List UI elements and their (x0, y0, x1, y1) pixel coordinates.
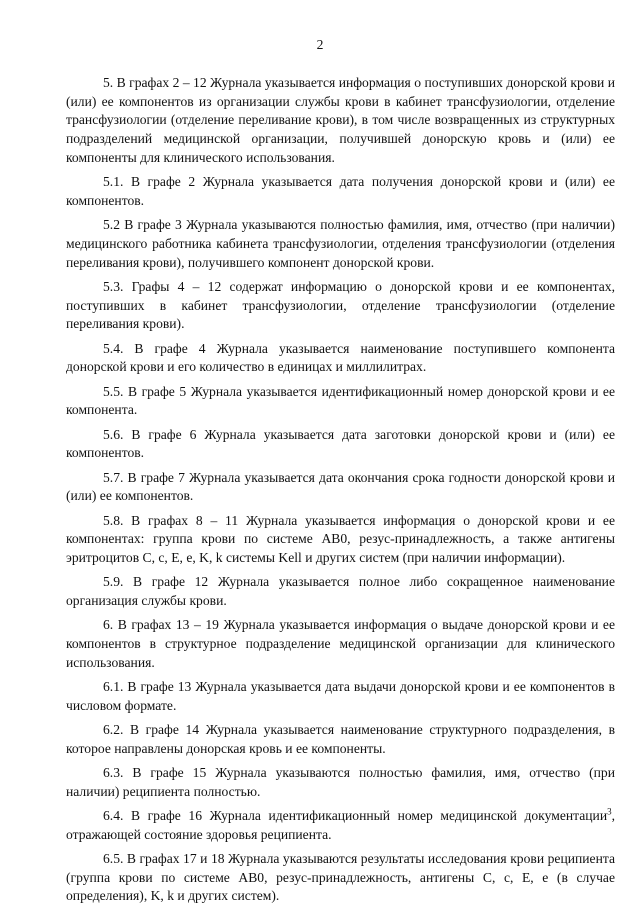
footnote-marker: 3 (607, 806, 612, 817)
paragraph-6-2: 6.2. В графе 14 Журнала указывается наименование структурного подразделения, в которое направлены донорская кровь и ее компоненты. (66, 721, 615, 756)
paragraph-6-4-text: 6.4. В графе 16 Журнала идентификационный номер медицинской документации (103, 807, 608, 823)
paragraph-5-8: 5.8. В графах 8 – 11 Журнала указывается информация о донорской крови и ее компонентах: группа крови по системе АВ0, резус-принадлежность, а также антигены эритроцитов С, с, Е, е, K, k системы Kell и других систем (при наличии информации). (66, 512, 615, 565)
paragraph-6: 6. В графах 13 – 19 Журнала указывается информация о выдаче донорской крови и ее компонентов в структурное подразделение медицинской организации для клинического использования. (66, 617, 615, 670)
paragraph-5: 5. В графах 2 – 12 Журнала указывается информация о поступивших донорской крови и (или) ее компонентов из организации службы крови в кабинет трансфузиологии, отделение трансфузиологии (отделение переливание крови), в том числе возвращенных из структурных подразделений медицинской организации, получившей донорскую кровь и (или) ее компоненты для клинического использования. (66, 75, 615, 165)
paragraph-6-3: 6.3. В графе 15 Журнала указываются полностью фамилия, имя, отчество (при наличии) реципиента полностью. (66, 764, 615, 799)
page-number: 2 (316, 37, 324, 52)
paragraph-5-6: 5.6. В графе 6 Журнала указывается дата заготовки донорской крови и (или) ее компонентов. (66, 426, 615, 461)
paragraph-5-5: 5.5. В графе 5 Журнала указывается идентификационный номер донорской крови и ее компонента. (66, 383, 615, 418)
paragraph-5-1: 5.1. В графе 2 Журнала указывается дата получения донорской крови и (или) ее компонентов. (66, 174, 615, 208)
paragraph-5-3: 5.3. Графы 4 – 12 содержат информацию о донорской крови и ее компонентах, поступивших в кабинет трансфузиологии, отделение трансфузиологии (отделение переливания крови). (66, 278, 615, 332)
paragraph-5-7: 5.7. В графе 7 Журнала указывается дата окончания срока годности донорской крови и (или) ее компонентов. (66, 469, 615, 504)
document-body (66, 74, 615, 912)
paragraph-5-2: 5.2 В графе 3 Журнала указываются полностью фамилия, имя, отчество (при наличии) медицинского работника кабинета трансфузиологии, отделения трансфузиологии (отделения переливания крови), получившего компонент донорской крови. (66, 217, 615, 270)
paragraph-6-1: 6.1. В графе 13 Журнала указывается дата выдачи донорской крови и ее компонентов в числовом формате. (66, 678, 615, 713)
paragraph-6-4 (66, 807, 615, 844)
paragraph-6-5: 6.5. В графах 17 и 18 Журнала указываются результаты исследования крови реципиента (группа крови по системе АВ0, резус-принадлежность, антигены С, с, Е, е (в случае определения), K, k и других систем). (66, 850, 615, 904)
paragraph-5-4: 5.4. В графе 4 Журнала указывается наименование поступившего компонента донорской крови и его количество в единицах и миллилитрах. (66, 340, 615, 375)
paragraph-5-9: 5.9. В графе 12 Журнала указывается полное либо сокращенное наименование организация службы крови. (66, 574, 615, 608)
paragraph-6-4-text-end: , отражающей состояние здоровья реципиента. (66, 807, 615, 842)
